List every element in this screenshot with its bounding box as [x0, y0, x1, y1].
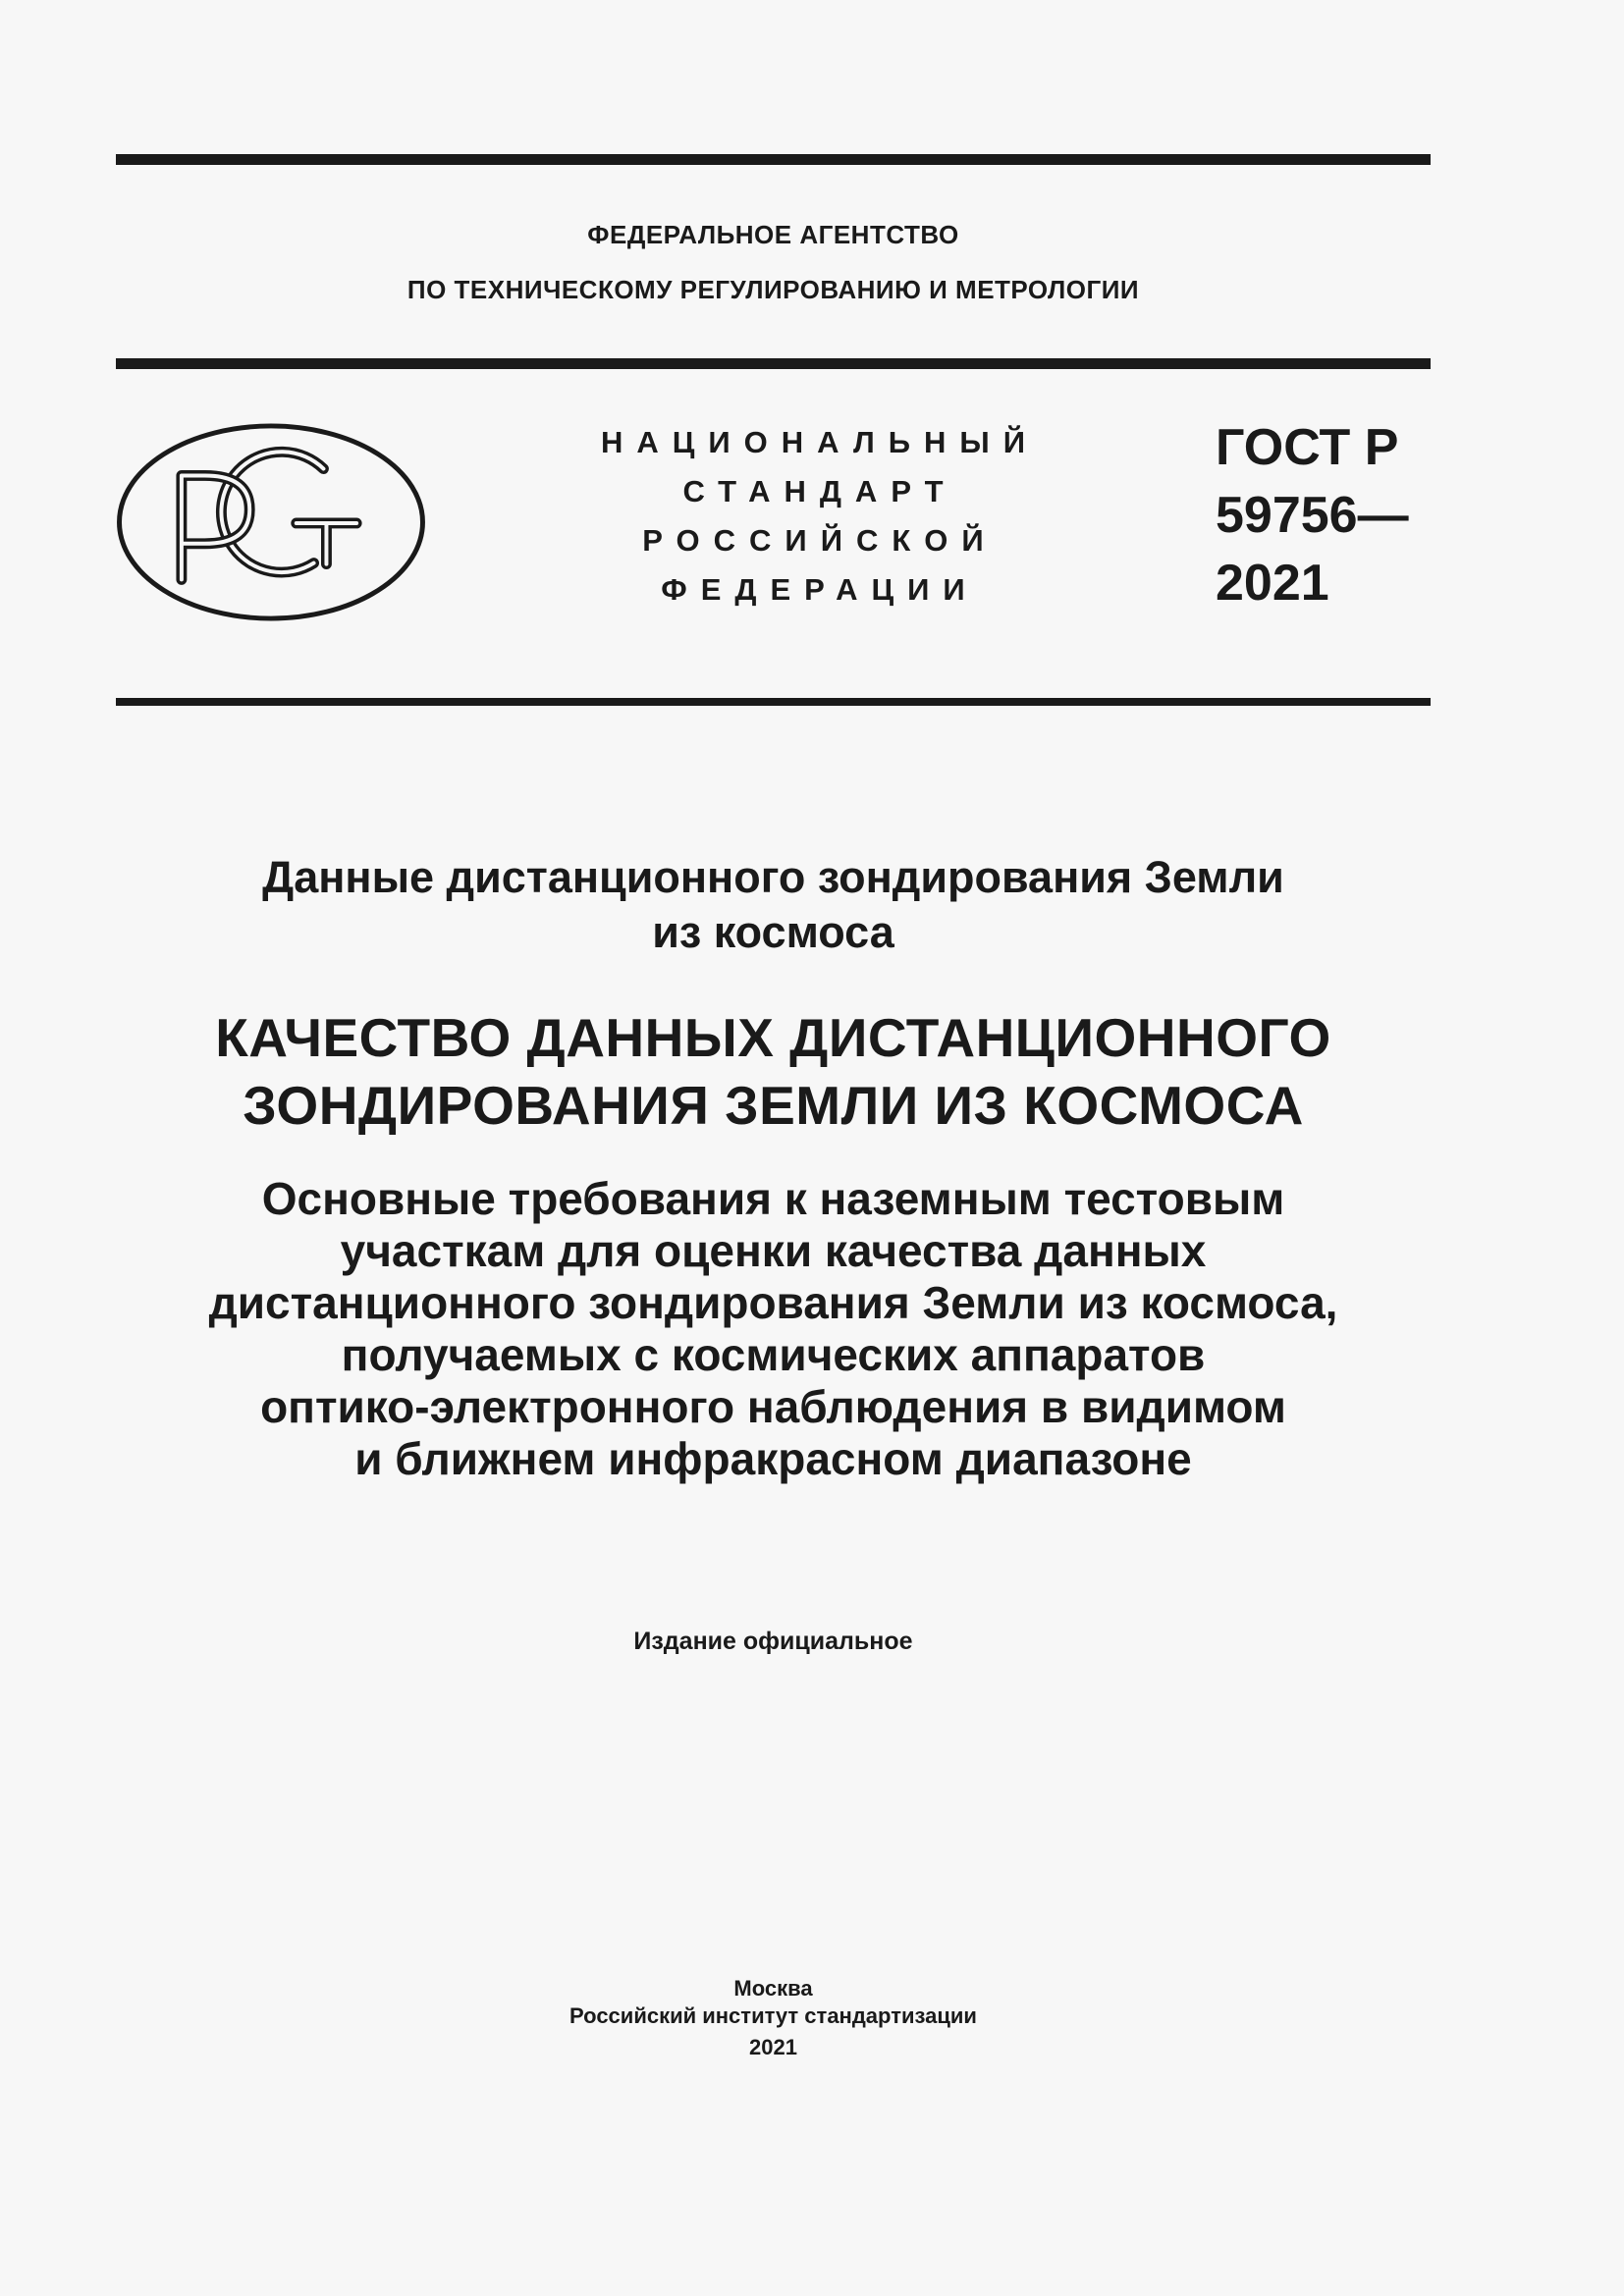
- requirements-line-5: оптико-электронного наблюдения в видимом: [260, 1381, 1286, 1432]
- requirements-line-1: Основные требования к наземным тестовым: [261, 1173, 1285, 1224]
- main-title-line-2: ЗОНДИРОВАНИЯ ЗЕМЛИ ИЗ КОСМОСА: [243, 1075, 1304, 1136]
- title-divider: [116, 698, 1431, 706]
- subtitle-line-1: Данные дистанционного зондирования Земли: [262, 852, 1284, 902]
- edition-label: Издание официальное: [633, 1628, 913, 1655]
- document-requirements-title: [116, 1173, 1431, 1485]
- requirements-line-6: и ближнем инфракрасном диапазоне: [354, 1433, 1192, 1484]
- requirements-line-3: дистанционного зондирования Земли из космоса,: [208, 1277, 1338, 1328]
- agency-name-line-1: ФЕДЕРАЛЬНОЕ АГЕНТСТВО: [587, 220, 959, 249]
- main-title-line-1: КАЧЕСТВО ДАННЫХ ДИСТАНЦИОННОГО: [215, 1007, 1331, 1068]
- standard-type-line-2: СТАНДАРТ: [682, 474, 957, 508]
- document-subtitle: [116, 850, 1431, 960]
- agency-name-line-2: ПО ТЕХНИЧЕСКОМУ РЕГУЛИРОВАНИЮ И МЕТРОЛОГИИ: [406, 275, 1140, 304]
- rst-conformity-mark-icon: [115, 422, 427, 622]
- top-divider: [116, 154, 1431, 165]
- standard-type-line-3: РОССИЙСКОЙ: [642, 523, 998, 558]
- requirements-line-2: участкам для оценки качества данных: [340, 1225, 1207, 1276]
- standard-type-line-4: ФЕДЕРАЦИИ: [661, 572, 979, 607]
- subtitle-line-2: из космоса: [652, 907, 894, 957]
- footer-year: 2021: [749, 2035, 797, 2059]
- footer-city: Москва: [733, 1976, 813, 2001]
- standard-type-line-1: НАЦИОНАЛЬНЫЙ: [600, 425, 1040, 459]
- document-main-title: [116, 1004, 1431, 1140]
- standard-designation-line-1: ГОСТ Р: [1216, 419, 1399, 476]
- standard-designation-line-3: 2021: [1216, 555, 1329, 612]
- requirements-line-4: получаемых с космических аппаратов: [341, 1329, 1206, 1380]
- header-divider: [116, 358, 1431, 369]
- footer-publisher: Российский институт стандартизации: [569, 2003, 977, 2028]
- standard-designation-line-2: 59756—: [1216, 487, 1409, 544]
